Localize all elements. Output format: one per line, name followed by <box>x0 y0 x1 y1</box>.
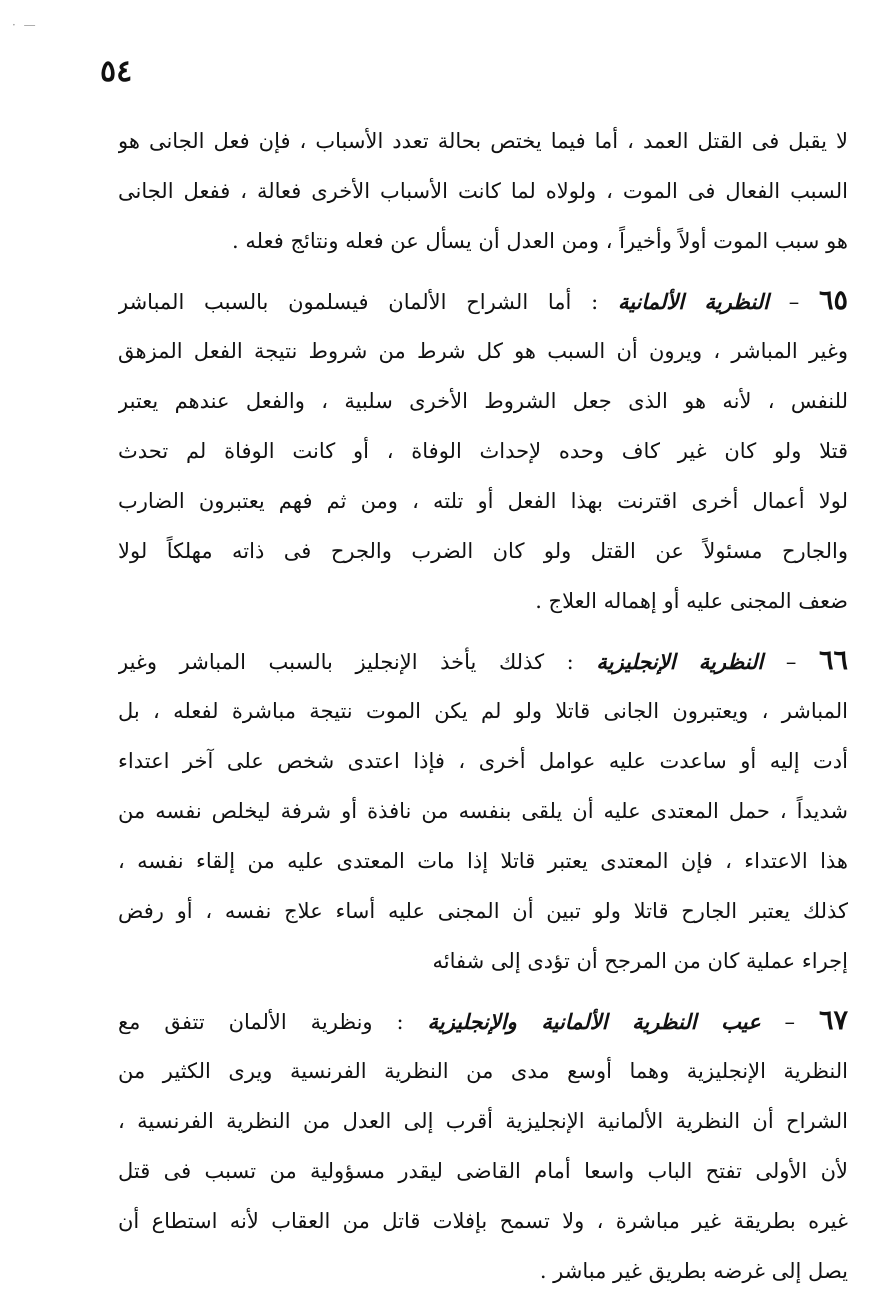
text-line: إجراء عملية كان من المرجح أن تؤدى إلى شفائه <box>432 949 848 973</box>
section-65 <box>118 276 848 626</box>
text-line: غيره بطريقة غير مباشرة ، ولا تسمح بإفلات قاتل من العقاب لأنه استطاع أن <box>118 1209 848 1233</box>
text-line: السبب الفعال فى الموت ، ولولاه لما كانت الأسباب الأخرى فعالة ، ففعل الجانى <box>118 179 848 203</box>
section-heading-line: ٦٦ – النظرية الإنجليزية : كذلك يأخذ الإنجليز بالسبب المباشر وغير <box>118 645 848 676</box>
text-line: لولا أعمال أخرى اقترنت بهذا الفعل أو تلته ، ومن ثم فهم يعتبرون الضارب <box>118 489 848 513</box>
section-number: ٦٦ <box>818 645 848 676</box>
section-number: ٦٥ <box>818 285 848 316</box>
text-line: أدت إليه أو ساعدت عليه عوامل أخرى ، فإذا اعتدى شخص على آخر اعتداء <box>118 749 848 773</box>
text-line: النظرية الإنجليزية وهما أوسع مدى من النظرية الفرنسية ويرى الكثير من <box>118 1059 848 1083</box>
text-line: هذا الاعتداء ، فإن المعتدى يعتبر قاتلا إذا مات المعتدى عليه من إلقاء نفسه ، <box>118 849 848 873</box>
text-line: : كذلك يأخذ الإنجليز بالسبب المباشر وغير <box>118 650 574 674</box>
text-line: : أما الشراح الألمان فيسلمون بالسبب المباشر <box>118 290 599 314</box>
section-title: النظرية الإنجليزية <box>596 649 764 674</box>
text-line: قتلا ولو كان غير كاف وحده لإحداث الوفاة ، أو كانت الوفاة لم تحدث <box>118 439 848 463</box>
section-number: ٦٧ <box>818 1005 848 1036</box>
text-line: شديداً ، حمل المعتدى عليه أن يلقى بنفسه من نافذة أو شرفة ليخلص نفسه من <box>118 799 848 823</box>
text-line: هو سبب الموت أولاً وأخيراً ، ومن العدل أن يسأل عن فعله ونتائج فعله . <box>232 229 848 253</box>
corner-mark: · — <box>12 18 38 32</box>
page-number: ٥٤ <box>100 54 133 89</box>
text-line: لا يقبل فى القتل العمد ، أما فيما يختص بحالة تعدد الأسباب ، فإن فعل الجانى هو <box>118 129 848 153</box>
section-heading-line: ٦٧ – عيب النظرية الألمانية والإنجليزية : ونظرية الألمان تتفق مع <box>118 1005 848 1036</box>
section-66 <box>118 636 848 986</box>
text-line: يصل إلى غرضه بطريق غير مباشر . <box>539 1259 848 1283</box>
section-title: النظرية الألمانية <box>617 289 769 314</box>
text-line: كذلك يعتبر الجارح قاتلا ولو تبين أن المجنى عليه أساء علاج نفسه ، أو رفض <box>118 899 848 923</box>
text-line: والجارح مسئولاً عن القتل ولو كان الضرب والجرح فى ذاته مهلكاً لولا <box>118 539 848 563</box>
text-line: : ونظرية الألمان تتفق مع <box>118 1010 404 1034</box>
text-line: ضعف المجنى عليه أو إهماله العلاج . <box>535 589 848 613</box>
text-line: للنفس ، لأنه هو الذى جعل الشروط الأخرى سلبية ، والفعل عندهم يعتبر <box>118 389 848 413</box>
section-title: عيب النظرية الألمانية والإنجليزية <box>427 1009 761 1034</box>
section-heading-line: ٦٥ – النظرية الألمانية : أما الشراح الألمان فيسلمون بالسبب المباشر <box>118 285 848 316</box>
body-text <box>118 116 848 1296</box>
text-line: الشراح أن النظرية الألمانية الإنجليزية أقرب إلى العدل من النظرية الفرنسية ، <box>118 1109 848 1133</box>
text-line: المباشر ، ويعتبرون الجانى قاتلا ولو لم يكن الموت نتيجة مباشرة لفعله ، بل <box>118 699 848 723</box>
text-line: لأن الأولى تفتح الباب واسعا أمام القاضى ليقدر مسؤولية من تسبب فى قتل <box>118 1159 848 1183</box>
section-67 <box>118 996 848 1296</box>
text-line: وغير المباشر ، ويرون أن السبب هو كل شرط من شروط نتيجة الفعل المزهق <box>118 339 848 363</box>
paragraph <box>118 116 848 266</box>
